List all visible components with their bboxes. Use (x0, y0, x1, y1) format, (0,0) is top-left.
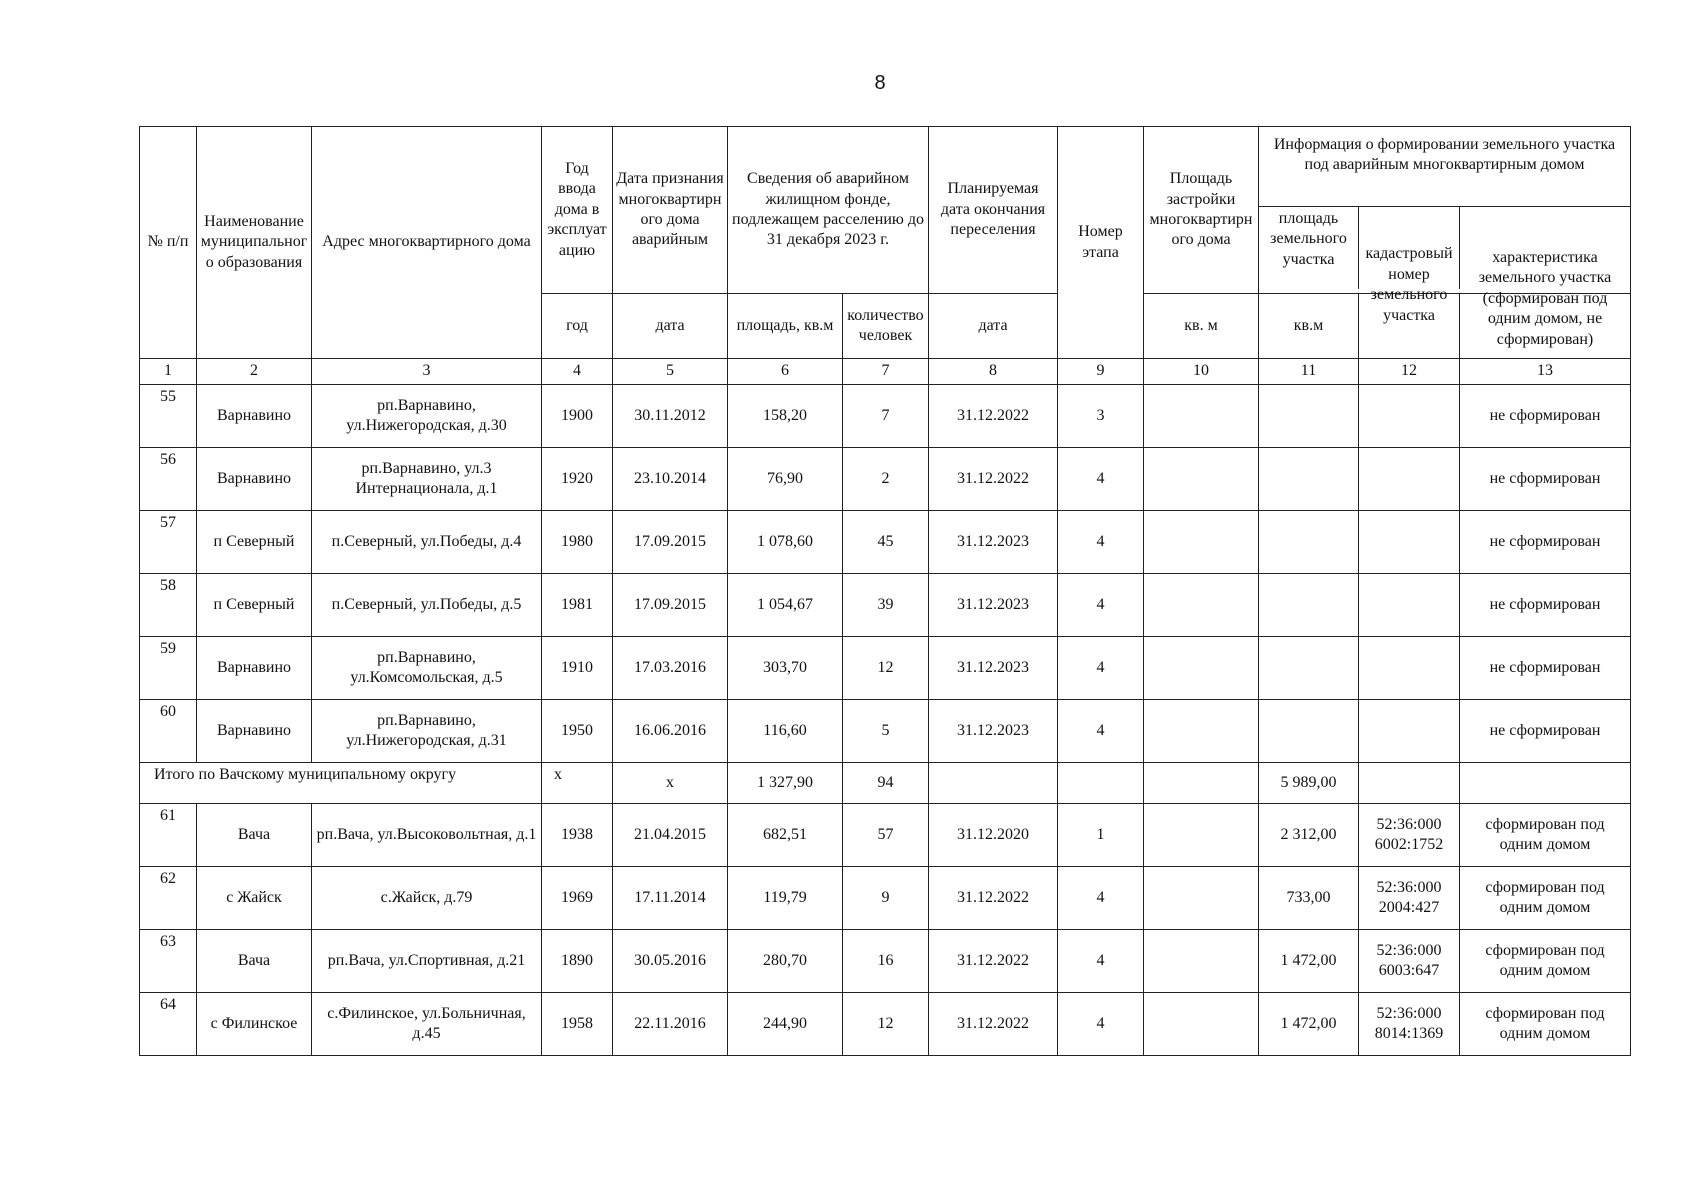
cadastral-number (1359, 448, 1460, 511)
people-count: 5 (843, 700, 929, 763)
header-land-info: Информация о формировании земельного участка под аварийным многоквартирным домом (1259, 127, 1630, 207)
row-number: 60 (140, 700, 197, 763)
header-cadastral: кадастровый номер земельного участка (1365, 245, 1453, 324)
stage-number: 4 (1058, 867, 1144, 930)
header-fund-info: Сведения об аварийном жилищном фонде, подлежащем расселению до 31 декабря 2023 г. (728, 127, 929, 294)
year-built: 1890 (542, 930, 613, 993)
cadastral-number (1359, 511, 1460, 574)
total-year: х (542, 763, 613, 804)
row-number: 56 (140, 448, 197, 511)
column-number: 4 (542, 359, 613, 385)
row-number: 59 (140, 637, 197, 700)
municipality: Вача (197, 930, 312, 993)
land-characteristic: не сформирован (1460, 637, 1631, 700)
area-sqm: 280,70 (728, 930, 843, 993)
year-built: 1958 (542, 993, 613, 1056)
total-plan (929, 763, 1058, 804)
cadastral-number (1359, 637, 1460, 700)
cadastral-number: 52:36:000 6002:1752 (1359, 804, 1460, 867)
total-body (140, 763, 1631, 804)
row-number: 64 (140, 993, 197, 1056)
table-body-b (140, 804, 1631, 1056)
total-built (1144, 763, 1259, 804)
header-planned-date: Планируемая дата окончания переселения (929, 127, 1058, 294)
address: п.Северный, ул.Победы, д.4 (312, 511, 542, 574)
built-area (1144, 804, 1259, 867)
built-area (1144, 574, 1259, 637)
address: с.Жайск, д.79 (312, 867, 542, 930)
area-sqm: 682,51 (728, 804, 843, 867)
row-number: 63 (140, 930, 197, 993)
area-sqm: 119,79 (728, 867, 843, 930)
built-area (1144, 867, 1259, 930)
total-cadastral (1359, 763, 1460, 804)
recognition-date: 17.09.2015 (613, 511, 728, 574)
recognition-date: 22.11.2016 (613, 993, 728, 1056)
subheader-characteristic-cell (1460, 248, 1631, 359)
people-count: 45 (843, 511, 929, 574)
table-row (140, 574, 1631, 637)
column-number: 8 (929, 359, 1058, 385)
cadastral-number: 52:36:000 6003:647 (1359, 930, 1460, 993)
land-characteristic: не сформирован (1460, 448, 1631, 511)
land-area (1259, 448, 1359, 511)
column-number: 9 (1058, 359, 1144, 385)
column-number: 7 (843, 359, 929, 385)
planned-date: 31.12.2020 (929, 804, 1058, 867)
table-row (140, 385, 1631, 448)
area-sqm: 1 078,60 (728, 511, 843, 574)
planned-date: 31.12.2022 (929, 993, 1058, 1056)
stage-number: 4 (1058, 993, 1144, 1056)
column-number: 6 (728, 359, 843, 385)
land-area (1259, 385, 1359, 448)
planned-date: 31.12.2022 (929, 385, 1058, 448)
column-number: 12 (1359, 359, 1460, 385)
people-count: 12 (843, 637, 929, 700)
table-row (140, 700, 1631, 763)
planned-date: 31.12.2023 (929, 700, 1058, 763)
land-area: 1 472,00 (1259, 993, 1359, 1056)
recognition-date: 17.09.2015 (613, 574, 728, 637)
land-area (1259, 511, 1359, 574)
recognition-date: 16.06.2016 (613, 700, 728, 763)
header-npp: № п/п (140, 127, 197, 359)
land-characteristic: не сформирован (1460, 700, 1631, 763)
header-stage: Номер этапа (1058, 127, 1144, 359)
planned-date: 31.12.2023 (929, 511, 1058, 574)
cadastral-number: 52:36:000 2004:427 (1359, 867, 1460, 930)
municipality: Варнавино (197, 385, 312, 448)
header-characteristic: характеристика земельного участка (сформирован под одним домом, не сформирован) (1478, 248, 1612, 348)
total-people: 94 (843, 763, 929, 804)
recognition-date: 23.10.2014 (613, 448, 728, 511)
total-land: 5 989,00 (1259, 763, 1359, 804)
total-characteristic (1460, 763, 1631, 804)
municipality: Варнавино (197, 637, 312, 700)
year-built: 1981 (542, 574, 613, 637)
municipality: п Северный (197, 574, 312, 637)
year-built: 1910 (542, 637, 613, 700)
recognition-date: 30.05.2016 (613, 930, 728, 993)
column-number: 10 (1144, 359, 1259, 385)
municipality: п Северный (197, 511, 312, 574)
recognition-date: 21.04.2015 (613, 804, 728, 867)
land-area: 1 472,00 (1259, 930, 1359, 993)
total-row (140, 763, 1631, 804)
total-date: х (613, 763, 728, 804)
header-land-area: площадь земельного участка (1259, 207, 1359, 289)
column-number: 2 (197, 359, 312, 385)
recognition-date: 17.11.2014 (613, 867, 728, 930)
row-number: 62 (140, 867, 197, 930)
subheader-date: дата (613, 294, 728, 359)
address: рп.Варнавино, ул.3 Интернационала, д.1 (312, 448, 542, 511)
people-count: 16 (843, 930, 929, 993)
address: рп.Вача, ул.Спортивная, д.21 (312, 930, 542, 993)
column-number: 1 (140, 359, 197, 385)
stage-number: 4 (1058, 448, 1144, 511)
year-built: 1969 (542, 867, 613, 930)
page-number: 8 (874, 72, 886, 94)
year-built: 1938 (542, 804, 613, 867)
row-number: 58 (140, 574, 197, 637)
municipality: Варнавино (197, 448, 312, 511)
land-area: 733,00 (1259, 867, 1359, 930)
people-count: 12 (843, 993, 929, 1056)
stage-number: 4 (1058, 930, 1144, 993)
area-sqm: 76,90 (728, 448, 843, 511)
people-count: 57 (843, 804, 929, 867)
table-row (140, 511, 1631, 574)
row-number: 61 (140, 804, 197, 867)
planned-date: 31.12.2022 (929, 930, 1058, 993)
column-number: 5 (613, 359, 728, 385)
stage-number: 4 (1058, 511, 1144, 574)
people-count: 39 (843, 574, 929, 637)
land-characteristic: сформирован под одним домом (1460, 993, 1631, 1056)
planned-date: 31.12.2023 (929, 637, 1058, 700)
cadastral-number (1359, 574, 1460, 637)
header-municipality: Наименование муниципального образования (197, 127, 312, 359)
table-row (140, 448, 1631, 511)
area-sqm: 116,60 (728, 700, 843, 763)
row-number: 57 (140, 511, 197, 574)
stage-number: 4 (1058, 700, 1144, 763)
land-area: 2 312,00 (1259, 804, 1359, 867)
municipality: Варнавино (197, 700, 312, 763)
built-area (1144, 993, 1259, 1056)
address: рп.Вача, ул.Высоковольтная, д.1 (312, 804, 542, 867)
stage-number: 4 (1058, 574, 1144, 637)
people-count: 9 (843, 867, 929, 930)
header-address: Адрес многоквартирного дома (312, 127, 542, 359)
built-area (1144, 700, 1259, 763)
resettlement-table (139, 126, 1631, 1056)
municipality: с Филинское (197, 993, 312, 1056)
subheader-built-unit: кв. м (1144, 294, 1259, 359)
land-characteristic: не сформирован (1460, 511, 1631, 574)
built-area (1144, 511, 1259, 574)
address: рп.Варнавино, ул.Нижегородская, д.31 (312, 700, 542, 763)
header-year: Год ввода дома в эксплуатацию (542, 127, 613, 294)
header-date-recognition: Дата признания многоквартирного дома аварийным (613, 127, 728, 294)
total-area: 1 327,90 (728, 763, 843, 804)
cadastral-number (1359, 700, 1460, 763)
area-sqm: 303,70 (728, 637, 843, 700)
built-area (1144, 930, 1259, 993)
address: рп.Варнавино, ул.Комсомольская, д.5 (312, 637, 542, 700)
land-characteristic: не сформирован (1460, 385, 1631, 448)
table-row (140, 804, 1631, 867)
stage-number: 1 (1058, 804, 1144, 867)
built-area (1144, 385, 1259, 448)
cadastral-number: 52:36:000 8014:1369 (1359, 993, 1460, 1056)
subheader-cadastral-cell (1359, 245, 1460, 359)
people-count: 2 (843, 448, 929, 511)
recognition-date: 30.11.2012 (613, 385, 728, 448)
year-built: 1980 (542, 511, 613, 574)
table-row (140, 637, 1631, 700)
land-characteristic: не сформирован (1460, 574, 1631, 637)
column-number: 11 (1259, 359, 1359, 385)
land-characteristic: сформирован под одним домом (1460, 867, 1631, 930)
table-row (140, 993, 1631, 1056)
planned-date: 31.12.2022 (929, 448, 1058, 511)
subheader-people: количество человек (843, 294, 929, 359)
planned-date: 31.12.2022 (929, 867, 1058, 930)
address: с.Филинское, ул.Больничная, д.45 (312, 993, 542, 1056)
municipality: Вача (197, 804, 312, 867)
year-built: 1900 (542, 385, 613, 448)
table-body-a (140, 385, 1631, 763)
land-area (1259, 637, 1359, 700)
municipality: с Жайск (197, 867, 312, 930)
column-number: 3 (312, 359, 542, 385)
total-stage (1058, 763, 1144, 804)
area-sqm: 244,90 (728, 993, 843, 1056)
subheader-land-unit: кв.м (1259, 294, 1359, 359)
subheader-year: год (542, 294, 613, 359)
land-characteristic: сформирован под одним домом (1460, 804, 1631, 867)
column-number: 13 (1460, 359, 1631, 385)
total-label: Итого по Вачскому муниципальному округу (140, 763, 542, 804)
year-built: 1950 (542, 700, 613, 763)
column-numbers-row (140, 359, 1631, 385)
address: п.Северный, ул.Победы, д.5 (312, 574, 542, 637)
stage-number: 4 (1058, 637, 1144, 700)
area-sqm: 158,20 (728, 385, 843, 448)
people-count: 7 (843, 385, 929, 448)
land-area (1259, 574, 1359, 637)
header-built-area: Площадь застройки многоквартирного дома (1144, 127, 1259, 294)
table-row (140, 930, 1631, 993)
stage-number: 3 (1058, 385, 1144, 448)
recognition-date: 17.03.2016 (613, 637, 728, 700)
subheader-area: площадь, кв.м (728, 294, 843, 359)
built-area (1144, 448, 1259, 511)
table-row (140, 867, 1631, 930)
planned-date: 31.12.2023 (929, 574, 1058, 637)
built-area (1144, 637, 1259, 700)
subheader-plan-date: дата (929, 294, 1058, 359)
land-characteristic: сформирован под одним домом (1460, 930, 1631, 993)
address: рп.Варнавино, ул.Нижегородская, д.30 (312, 385, 542, 448)
cadastral-number (1359, 385, 1460, 448)
land-area (1259, 700, 1359, 763)
area-sqm: 1 054,67 (728, 574, 843, 637)
year-built: 1920 (542, 448, 613, 511)
row-number: 55 (140, 385, 197, 448)
